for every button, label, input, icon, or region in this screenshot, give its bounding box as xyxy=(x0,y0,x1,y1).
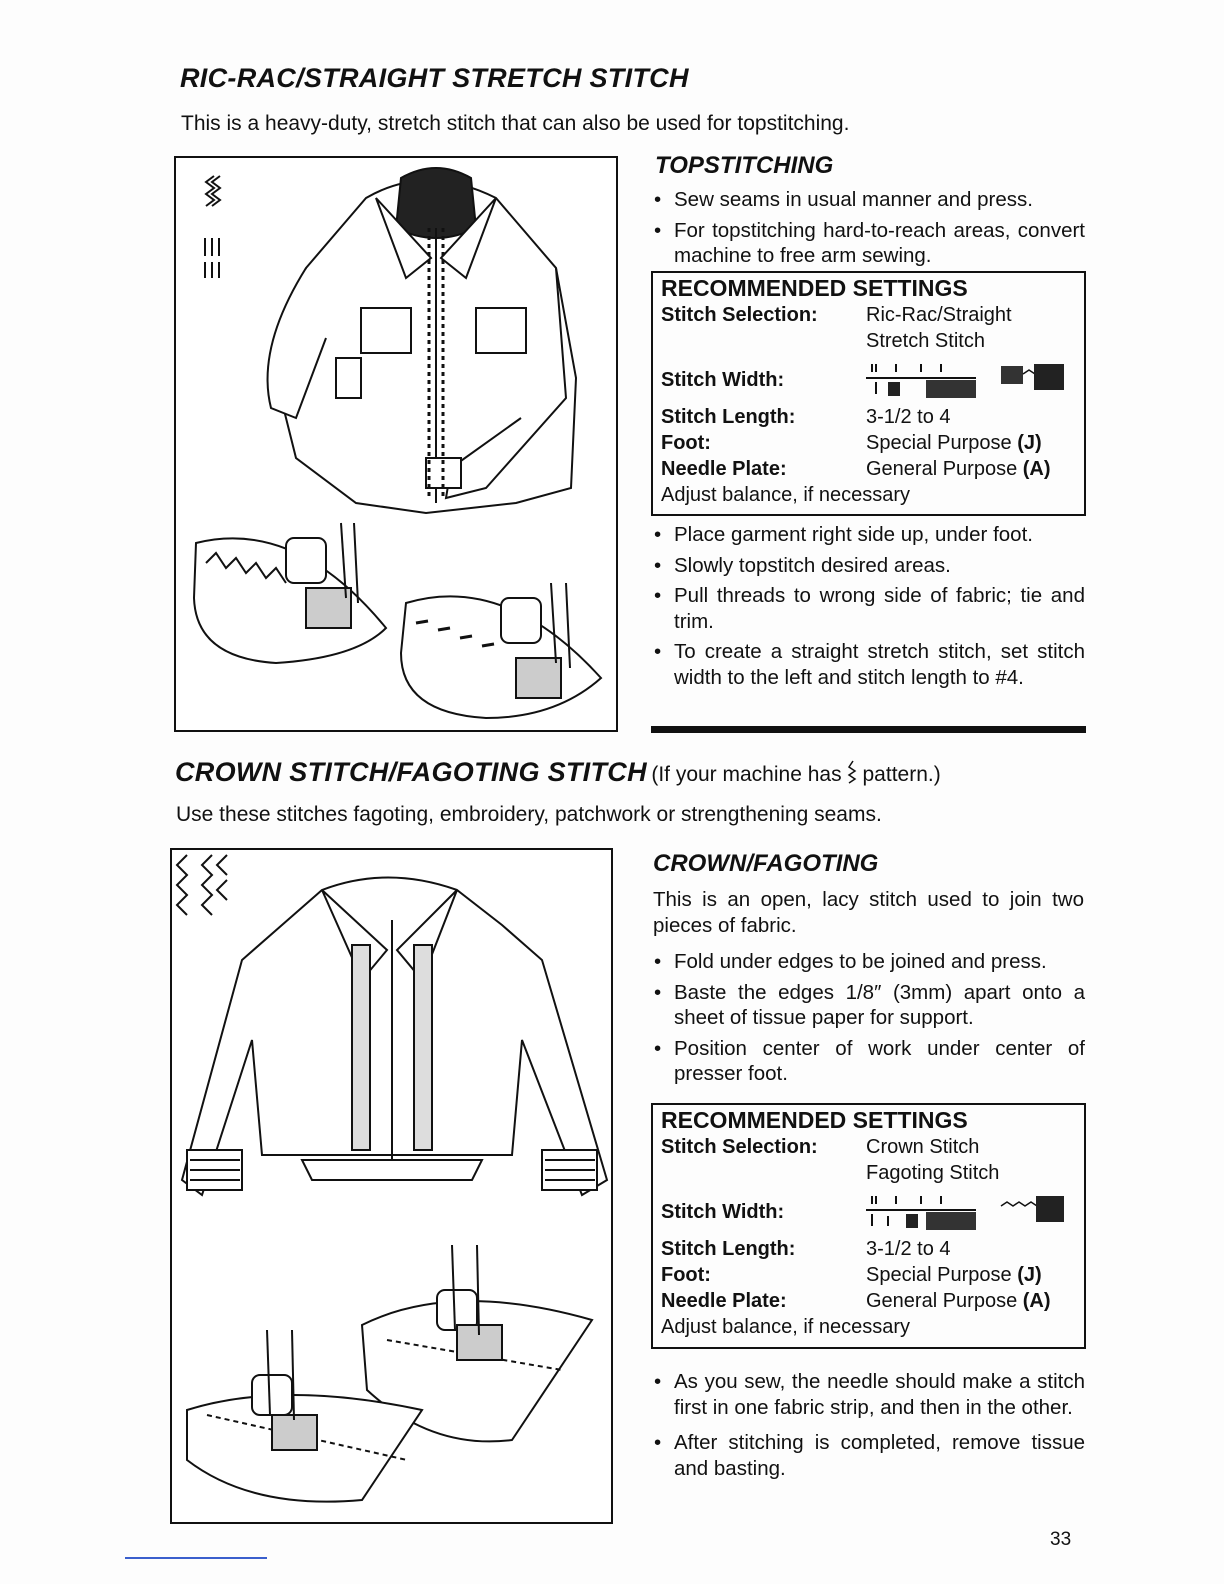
selection-value: Crown Stitch xyxy=(866,1136,980,1158)
section1-bullets-bottom xyxy=(652,522,1085,695)
crown-fagoting-figure xyxy=(172,850,611,1522)
length-value: 3-1/2 to 4 xyxy=(866,406,951,428)
length-value: 3-1/2 to 4 xyxy=(866,1238,951,1260)
plate-label: Needle Plate: xyxy=(661,1290,787,1312)
shirt-illustration xyxy=(174,156,618,732)
selection-value-2: Stretch Stitch xyxy=(866,330,985,352)
plate-value: General Purpose xyxy=(866,458,1018,480)
selection-label: Stitch Selection: xyxy=(661,1136,818,1158)
title-note-a: (If your machine has xyxy=(651,763,842,786)
foot-value: Special Purpose xyxy=(866,1264,1012,1286)
list-item: • Pull threads to wrong side of fabric; tie and trim. xyxy=(652,583,1085,634)
bottom-link-underline xyxy=(125,1557,267,1559)
ric-rac-figure xyxy=(176,158,616,730)
plate-code: (A) xyxy=(1022,1290,1051,1312)
section2-title-line xyxy=(175,757,941,788)
list-item: • Position center of work under center of presser foot. xyxy=(652,1036,1085,1087)
western-shirt-drawing xyxy=(268,168,576,513)
foot-label: Foot: xyxy=(661,1264,711,1286)
page-number: 33 xyxy=(1050,1529,1072,1550)
presser-foot-drawing-1 xyxy=(194,523,386,663)
crown-fagoting-subhead: CROWN/FAGOTING xyxy=(653,850,879,877)
foot-code: (J) xyxy=(1017,1264,1042,1286)
crown-stitch-pattern-icon xyxy=(177,855,227,915)
stitch-width-dial-icon xyxy=(866,360,1066,400)
list-item: • Fold under edges to be joined and press. xyxy=(652,949,1085,975)
selection-value: Ric-Rac/Straight xyxy=(866,304,1012,326)
list-item: • As you sew, the needle should make a stitch first in one fabric strip, and then in the other. xyxy=(652,1369,1085,1420)
section2-intro: Use these stitches fagoting, embroidery, patchwork or strengthening seams. xyxy=(176,803,882,826)
section1-title: RIC-RAC/STRAIGHT STRETCH STITCH xyxy=(180,63,689,93)
stitch-width-dial-icon xyxy=(866,1192,1066,1232)
list-item: • Slowly topstitch desired areas. xyxy=(652,553,1085,579)
presser-foot-drawing-2 xyxy=(401,583,601,718)
crown-stitch-icon xyxy=(846,759,858,787)
settings-heading: RECOMMENDED SETTINGS xyxy=(661,275,968,301)
foot-label: Foot: xyxy=(661,432,711,454)
section1-bullets-top xyxy=(652,187,1085,274)
list-item: • After stitching is completed, remove tissue and basting. xyxy=(652,1430,1085,1481)
section2-title: CROWN STITCH/FAGOTING STITCH xyxy=(175,757,647,787)
section1-intro: This is a heavy-duty, stretch stitch that can also be used for topstitching. xyxy=(181,112,850,135)
balance-note: Adjust balance, if necessary xyxy=(661,484,911,506)
section2-bullets-top xyxy=(652,949,1085,1092)
foot-code: (J) xyxy=(1017,432,1042,454)
plate-label: Needle Plate: xyxy=(661,458,787,480)
title-note-b: pattern.) xyxy=(862,763,941,786)
topstitching-subhead: TOPSTITCHING xyxy=(655,152,834,179)
selection-label: Stitch Selection: xyxy=(661,304,818,326)
jacket-illustration xyxy=(170,848,613,1524)
width-label: Stitch Width: xyxy=(661,1201,785,1223)
length-label: Stitch Length: xyxy=(661,406,796,428)
jacket-drawing xyxy=(182,878,607,1196)
list-item: • Baste the edges 1/8″ (3mm) apart onto a sheet of tissue paper for support. xyxy=(652,980,1085,1031)
ric-rac-stitch-icon xyxy=(205,176,220,278)
balance-note: Adjust balance, if necessary xyxy=(661,1316,911,1338)
selection-value-2: Fagoting Stitch xyxy=(866,1162,1000,1184)
list-item: • For topstitching hard-to-reach areas, convert machine to free arm sewing. xyxy=(652,218,1085,269)
width-label: Stitch Width: xyxy=(661,369,785,391)
plate-code: (A) xyxy=(1022,458,1051,480)
list-item: • Sew seams in usual manner and press. xyxy=(652,187,1085,213)
list-item: • Place garment right side up, under foot. xyxy=(652,522,1085,548)
length-label: Stitch Length: xyxy=(661,1238,796,1260)
foot-value: Special Purpose xyxy=(866,432,1012,454)
section2-paragraph: This is an open, lacy stitch used to join two pieces of fabric. xyxy=(653,888,1084,937)
plate-value: General Purpose xyxy=(866,1290,1018,1312)
section-divider-rule xyxy=(651,726,1086,733)
settings-heading: RECOMMENDED SETTINGS xyxy=(661,1107,968,1133)
recommended-settings-box-1 xyxy=(651,271,1086,516)
section2-bullets-bottom xyxy=(652,1369,1085,1486)
list-item: • To create a straight stretch stitch, set stitch width to the left and stitch length to #4. xyxy=(652,639,1085,690)
recommended-settings-box-2 xyxy=(651,1103,1086,1349)
